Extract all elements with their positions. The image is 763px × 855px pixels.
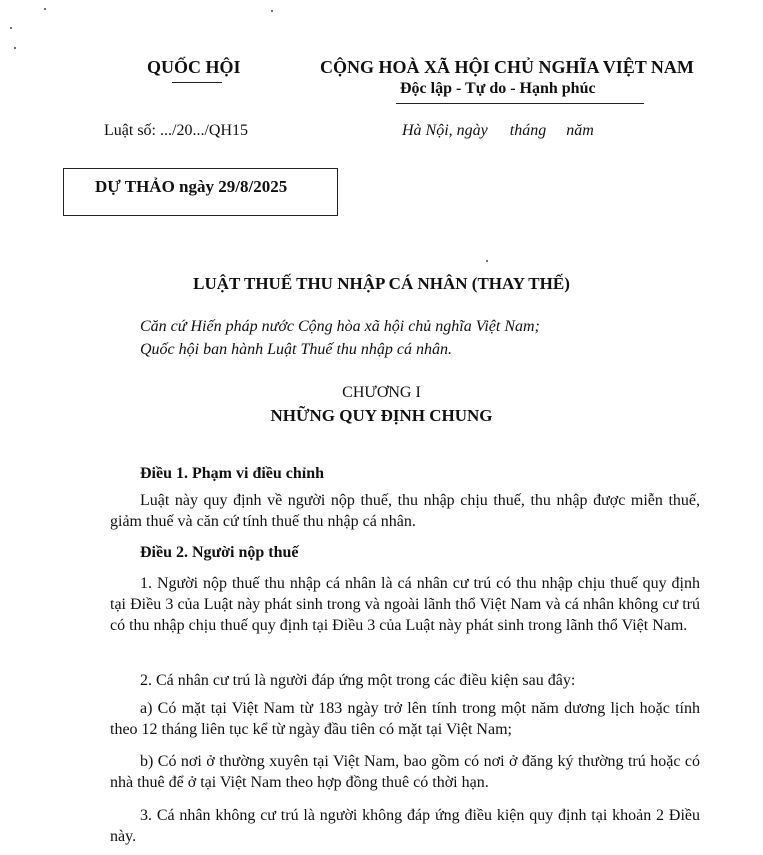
scan-speck xyxy=(486,260,488,262)
scan-speck xyxy=(271,10,273,12)
law-title: LUẬT THUẾ THU NHẬP CÁ NHÂN (THAY THẾ) xyxy=(193,274,570,293)
scan-speck xyxy=(14,47,16,49)
place-date-month: tháng xyxy=(509,122,547,139)
article-2-clause-2b: b) Có nơi ở thường xuyên tại Việt Nam, bao gồm có nơi ở đăng ký thường trú hoặc có nhà thuê để ở tại Việt Nam theo hợp đồng thuê có thời hạn. xyxy=(110,753,700,791)
place-date-year: năm xyxy=(566,122,594,139)
place-date xyxy=(402,122,594,140)
legal-basis-line: Quốc hội ban hành Luật Thuế thu nhập cá nhân. xyxy=(140,341,452,358)
article-2-clause-2a: a) Có mặt tại Việt Nam từ 183 ngày trở lên tính trong một năm dương lịch hoặc tính theo 12 tháng liên tục kể từ ngày đầu tiên có mặt tại Việt Nam; xyxy=(110,700,700,738)
legal-basis-line: Căn cứ Hiến pháp nước Cộng hòa xã hội chủ nghĩa Việt Nam; xyxy=(140,318,540,335)
article-1-heading: Điều 1. Phạm vi điều chỉnh xyxy=(140,465,325,482)
scan-speck xyxy=(10,27,12,29)
issuing-organization: QUỐC HỘI xyxy=(147,57,241,77)
article-2-clause-1: 1. Người nộp thuế thu nhập cá nhân là cá nhân cư trú có thu nhập chịu thuế quy định tại Điều 3 của Luật này phát sinh trong và ngoài lãnh thổ Việt Nam và cá nhân không cư trú có thu nhập chịu thuế quy định tại Điều 3 của Luật này phát sinh trong lãnh thổ Việt Nam. xyxy=(110,575,700,634)
national-motto: Độc lập - Tự do - Hạnh phúc xyxy=(400,80,596,97)
law-number: Luật số: .../20.../QH15 xyxy=(104,122,248,139)
place-date-prefix: Hà Nội, ngày xyxy=(402,122,488,139)
chapter-title: NHỮNG QUY ĐỊNH CHUNG xyxy=(270,406,493,425)
draft-label: DỰ THẢO ngày 29/8/2025 xyxy=(95,177,288,196)
organization-underline xyxy=(172,82,222,83)
motto-underline xyxy=(396,103,644,104)
article-1-text: Luật này quy định về người nộp thuế, thu nhập chịu thuế, thu nhập được miễn thuế, giảm thuế và căn cứ tính thuế thu nhập cá nhân. xyxy=(110,492,700,530)
article-2-clause-2: 2. Cá nhân cư trú là người đáp ứng một trong các điều kiện sau đây: xyxy=(140,672,576,689)
article-2-clause-3: 3. Cá nhân không cư trú là người không đáp ứng điều kiện quy định tại khoản 2 Điều này. xyxy=(110,807,700,845)
scan-speck xyxy=(44,8,46,10)
national-title: CỘNG HOÀ XÃ HỘI CHỦ NGHĨA VIỆT NAM xyxy=(320,57,694,77)
article-2-heading: Điều 2. Người nộp thuế xyxy=(140,544,299,561)
chapter-number: CHƯƠNG I xyxy=(342,384,421,401)
draft-box xyxy=(63,168,338,216)
